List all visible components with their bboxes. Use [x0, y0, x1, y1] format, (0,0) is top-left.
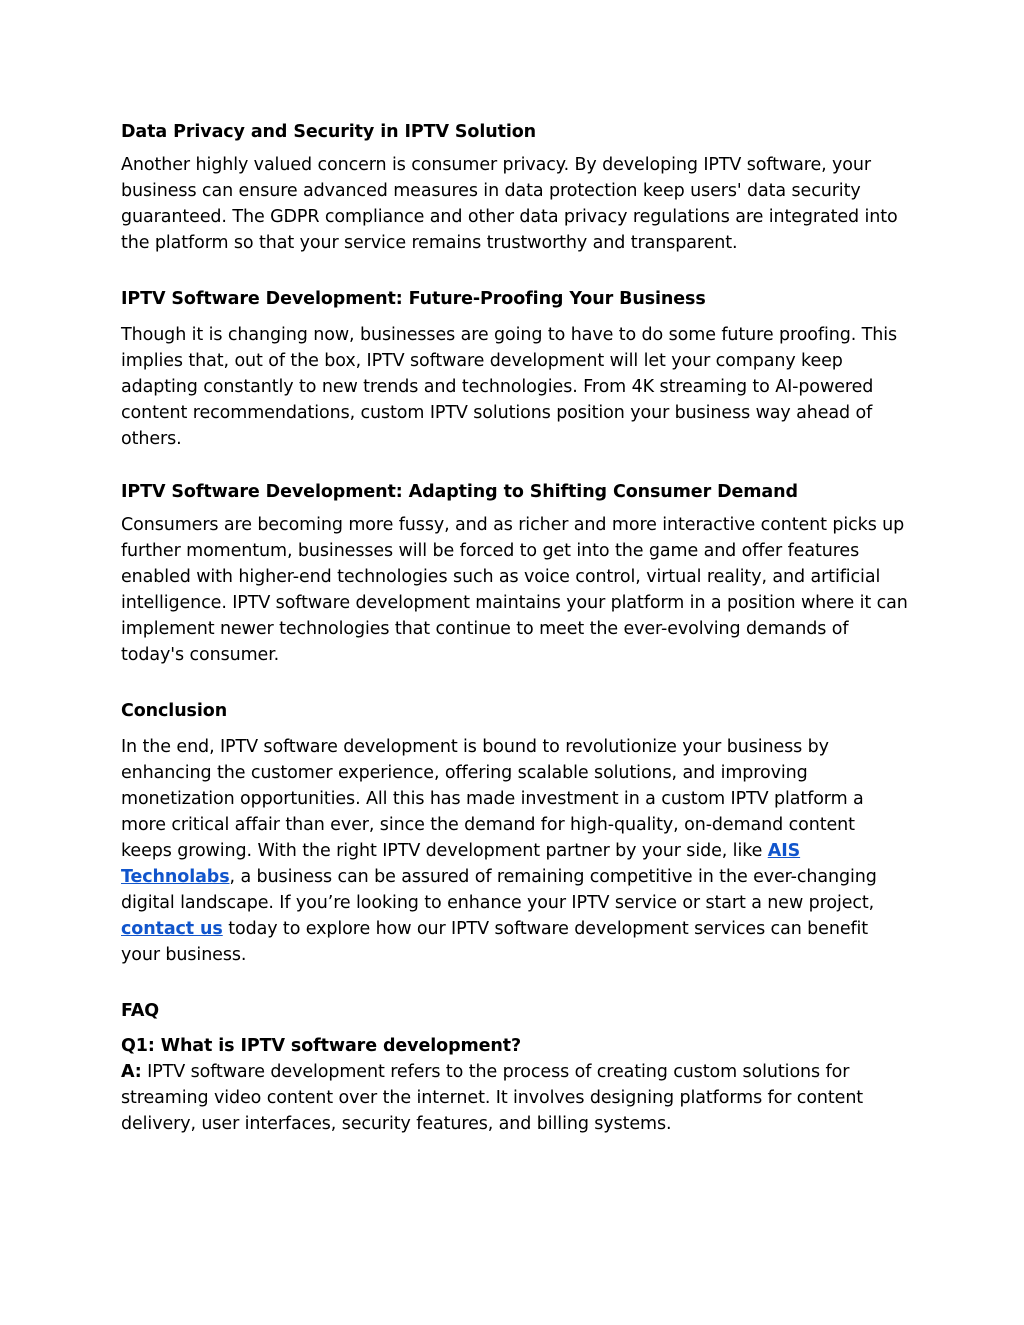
- section-conclusion: [121, 698, 911, 968]
- section-heading: Data Privacy and Security in IPTV Solution: [121, 122, 537, 142]
- section-heading: IPTV Software Development: Adapting to Shifting Consumer Demand: [121, 482, 798, 502]
- section-heading: FAQ: [121, 1001, 160, 1021]
- paragraph-text: , a business can be assured of remaining competitive in the ever-changing digital landscape. If you’re looking to enhance your IPTV service or start a new project,: [121, 867, 877, 913]
- ais-technolabs-link[interactable]: AIS Technolabs: [121, 841, 801, 887]
- section-paragraph: Consumers are becoming more fussy, and as richer and more interactive content picks up further momentum, businesses will be forced to get into the game and offer features enabled with higher-end technologies such as voice control, virtual reality, and artificial intelligence. IPTV software development maintains your platform in a position where it can implement newer technologies that continue to meet the ever-evolving demands of today's consumer.: [121, 515, 908, 665]
- section-paragraph: Another highly valued concern is consumer privacy. By developing IPTV software, your business can ensure advanced measures in data protection keep users' data security guaranteed. The GDPR compliance and other data privacy regulations are integrated into the platform so that your service remains trustworthy and transparent.: [121, 155, 898, 253]
- section-consumer-demand: [121, 479, 911, 668]
- faq-answer-text: IPTV software development refers to the process of creating custom solutions for streaming video content over the internet. It involves designing platforms for content delivery, user interfaces, security features, and billing systems.: [121, 1062, 864, 1134]
- contact-us-link[interactable]: contact us: [121, 919, 223, 939]
- faq-answer-label: A:: [121, 1062, 142, 1082]
- section-faq: [121, 998, 911, 1137]
- section-paragraph: [121, 734, 911, 968]
- document-body: [121, 119, 911, 1137]
- section-future-proofing: [121, 286, 911, 452]
- faq-answer: [121, 1059, 911, 1137]
- paragraph-text: today to explore how our IPTV software development services can benefit your business.: [121, 919, 869, 965]
- faq-question: Q1: What is IPTV software development?: [121, 1036, 522, 1056]
- paragraph-text: In the end, IPTV software development is bound to revolutionize your business by enhancing the customer experience, offering scalable solutions, and improving monetization opportunities. All this has made investment in a custom IPTV platform a more critical affair than ever, since the demand for high-quality, on-demand content keeps growing. With the right IPTV development partner by your side, like: [121, 737, 864, 861]
- section-heading: Conclusion: [121, 701, 228, 721]
- section-heading: IPTV Software Development: Future-Proofing Your Business: [121, 289, 706, 309]
- section-paragraph: Though it is changing now, businesses are going to have to do some future proofing. This implies that, out of the box, IPTV software development will let your company keep adapting constantly to new trends and technologies. From 4K streaming to AI-powered content recommendations, custom IPTV solutions position your business way ahead of others.: [121, 325, 898, 449]
- section-data-privacy: [121, 119, 911, 256]
